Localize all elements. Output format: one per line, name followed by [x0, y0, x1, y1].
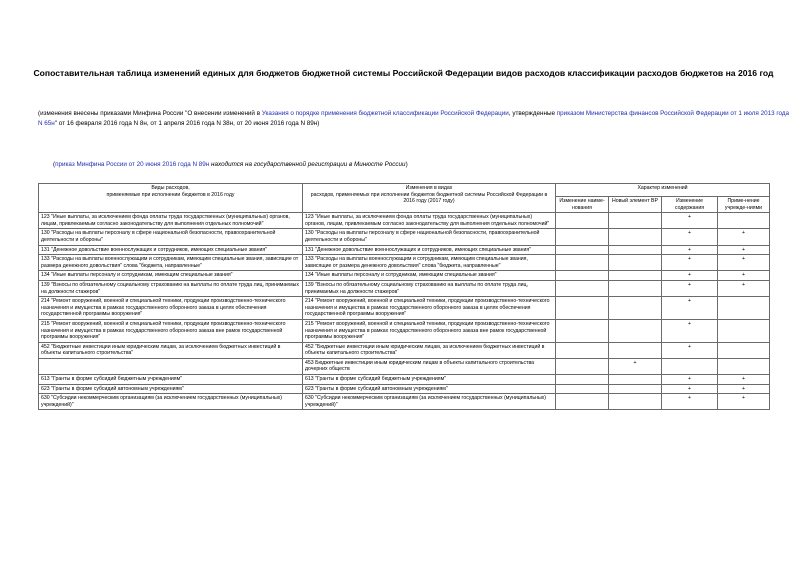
new-element-mark: [609, 375, 662, 385]
content-change-mark: +: [662, 384, 718, 394]
institution-use-mark: +: [718, 229, 770, 245]
new-element-mark: [609, 394, 662, 410]
content-change-mark: +: [662, 245, 718, 255]
table-row: [39, 213, 770, 229]
header-old-types: Виды расходов, применяемые при исполнении бюджетов в 2016 году: [39, 184, 303, 213]
content-change-mark: +: [662, 319, 718, 342]
old-type-cell: [39, 358, 303, 374]
name-change-mark: [556, 213, 609, 229]
content-change-mark: +: [662, 297, 718, 320]
name-change-mark: [556, 255, 609, 271]
header-change-character: Характер изменений: [556, 184, 770, 197]
old-type-cell: 134 "Иные выплаты персоналу и сотрудникам, имеющим специальные звания": [39, 271, 303, 281]
old-type-cell: 215 "Ремонт вооружений, военной и специальной техники, продукции производственно-технического назначения и имущества в рамках государственного оборонного заказа вне рамок государственной программы вооружения": [39, 319, 303, 342]
new-type-cell: 130 "Расходы на выплаты персоналу в сфере национальной безопасности, правоохранительной деятельности и обороны": [303, 229, 556, 245]
content-change-mark: +: [662, 342, 718, 358]
registration-note-open: (: [53, 161, 56, 168]
institution-use-mark: [718, 297, 770, 320]
new-type-cell: 630 "Субсидии некоммерческим организациям (за исключением государственных (муниципальных) учреждений)": [303, 394, 556, 410]
registration-note-text: находится на государственной регистрации в Минюсте России: [209, 161, 406, 168]
name-change-mark: [556, 319, 609, 342]
changes-note-suffix: " от 16 февраля 2016 года N 8н, от 1 апреля 2016 года N 38н, от 20 июня 2016 года N 89н): [54, 120, 320, 127]
new-element-mark: [609, 280, 662, 296]
table-row: [39, 358, 770, 374]
new-type-cell: 123 "Иные выплаты, за исключением фонда оплаты труда государственных (муниципальных) органов, лицам, привлекаемым согласно законодательству для выполнения отдельных полномочий": [303, 213, 556, 229]
table-row: [39, 297, 770, 320]
name-change-mark: [556, 271, 609, 281]
header-name-change: Изменение наиме-нования: [556, 197, 609, 213]
header-institution-use: Приме-нение учрежде-ниями: [718, 197, 770, 213]
name-change-mark: [556, 342, 609, 358]
table-row: [39, 342, 770, 358]
new-element-mark: [609, 245, 662, 255]
old-type-cell: 214 "Ремонт вооружений, военной и специальной техники, продукции производственно-технического назначения и имущества в рамках государственного оборонного заказа в целях обеспечения государственной программы вооружения": [39, 297, 303, 320]
name-change-mark: [556, 394, 609, 410]
old-type-cell: 123 "Иные выплаты, за исключением фонда оплаты труда государственных (муниципальных) органов, лицам, привлекаемым согласно законодательству для выполнения отдельных полномочий": [39, 213, 303, 229]
registration-note-close: ): [405, 161, 408, 168]
table-row: [39, 245, 770, 255]
new-element-mark: [609, 342, 662, 358]
institution-use-mark: [718, 342, 770, 358]
new-element-mark: [609, 319, 662, 342]
content-change-mark: +: [662, 280, 718, 296]
header-new-element: Новый элемент ВР: [609, 197, 662, 213]
new-type-cell: 613 "Гранты в форме субсидий бюджетным учреждениям": [303, 375, 556, 385]
header-changes: Изменения в видах расходов, применяемых при исполнении бюджетов бюджетной системы Российской Федерации в 2016 году (2017 году): [303, 184, 556, 213]
registration-order-link[interactable]: приказ Минфина России от 20 июня 2016 года N 89н: [55, 161, 210, 168]
table-row: [39, 384, 770, 394]
content-change-mark: +: [662, 394, 718, 410]
changes-note-middle: , утвержденные: [508, 110, 557, 117]
content-change-mark: +: [662, 213, 718, 229]
order-link[interactable]: приказом Министерства финансов Российской Федерации от 1 июля 2013 года N 65н: [38, 110, 790, 127]
table-row: [39, 375, 770, 385]
content-change-mark: +: [662, 229, 718, 245]
old-type-cell: 630 "Субсидии некоммерческим организациям (за исключением государственных (муниципальных) учреждений)": [39, 394, 303, 410]
institution-use-mark: +: [718, 271, 770, 281]
new-element-mark: +: [609, 358, 662, 374]
comparison-table: [38, 183, 770, 410]
new-element-mark: [609, 229, 662, 245]
changes-note-prefix: (изменения внесены приказами Минфина России "О внесении изменений в: [38, 110, 262, 117]
document-title: Сопоставительная таблица изменений единых для бюджетов бюджетной системы Российской Федерации видов расходов классификации расходов бюджетов на 2016 год: [33, 68, 774, 78]
table-row: [39, 229, 770, 245]
table-row: [39, 271, 770, 281]
content-change-mark: +: [662, 375, 718, 385]
old-type-cell: 130 "Расходы на выплаты персоналу в сфере национальной безопасности, правоохранительной деятельности и обороны": [39, 229, 303, 245]
institution-use-mark: [718, 213, 770, 229]
registration-note: [53, 160, 753, 169]
new-type-cell: 131 "Денежное довольствие военнослужащих и сотрудников, имеющих специальные звания": [303, 245, 556, 255]
table-row: [39, 319, 770, 342]
institution-use-mark: [718, 358, 770, 374]
institution-use-mark: +: [718, 394, 770, 410]
new-type-cell: 453 Бюджетные инвестиции иным юридическим лицам в объекты капитального строительства дочерних обществ: [303, 358, 556, 374]
new-element-mark: [609, 271, 662, 281]
content-change-mark: [662, 358, 718, 374]
new-type-cell: 452 "Бюджетные инвестиции иным юридическим лицам, за исключением бюджетных инвестиций в объекты капитального строительства": [303, 342, 556, 358]
institution-use-mark: +: [718, 280, 770, 296]
name-change-mark: [556, 229, 609, 245]
changes-note: [38, 109, 790, 129]
new-element-mark: [609, 213, 662, 229]
institution-use-mark: [718, 319, 770, 342]
old-type-cell: 452 "Бюджетные инвестиции иным юридическим лицам, за исключением бюджетных инвестиций в объекты капитального строительства": [39, 342, 303, 358]
institution-use-mark: +: [718, 255, 770, 271]
new-type-cell: 139 "Взносы по обязательному социальному страхованию на выплаты по оплате труда лиц, принимаемых на должности стажеров": [303, 280, 556, 296]
table-row: [39, 280, 770, 296]
new-type-cell: 133 "Расходы на выплаты военнослужащим и сотрудникам, имеющим специальные звания, зависящие от размера денежного довольствия" слова "бюджета, направленные": [303, 255, 556, 271]
table-body: [39, 213, 770, 410]
content-change-mark: +: [662, 271, 718, 281]
name-change-mark: [556, 358, 609, 374]
old-type-cell: 139 "Взносы по обязательному социальному страхованию на выплаты по оплате труда лиц, принимаемых на должности стажеров": [39, 280, 303, 296]
old-type-cell: 131 "Денежное довольствие военнослужащих и сотрудников, имеющих специальные звания": [39, 245, 303, 255]
content-change-mark: +: [662, 255, 718, 271]
name-change-mark: [556, 245, 609, 255]
table-row: [39, 394, 770, 410]
instructions-link[interactable]: Указания о порядке применения бюджетной классификации Российской Федерации: [261, 110, 509, 117]
new-element-mark: [609, 297, 662, 320]
old-type-cell: 623 "Гранты в форме субсидий автономным учреждениям": [39, 384, 303, 394]
new-type-cell: 623 "Гранты в форме субсидий автономным учреждениям": [303, 384, 556, 394]
header-content-change: Изменение содержания: [662, 197, 718, 213]
table-row: [39, 255, 770, 271]
old-type-cell: 613 "Гранты в форме субсидий бюджетным учреждениям": [39, 375, 303, 385]
name-change-mark: [556, 384, 609, 394]
new-type-cell: 134 "Иные выплаты персоналу и сотрудникам, имеющим специальные звания": [303, 271, 556, 281]
institution-use-mark: +: [718, 245, 770, 255]
institution-use-mark: +: [718, 375, 770, 385]
new-type-cell: 214 "Ремонт вооружений, военной и специальной техники, продукции производственно-технического назначения и имущества в рамках государственного оборонного заказа в целях обеспечения государственной программы вооружения": [303, 297, 556, 320]
new-type-cell: 215 "Ремонт вооружений, военной и специальной техники, продукции производственно-технического назначения и имущества в рамках государственного оборонного заказа вне рамок государственной программы вооружения": [303, 319, 556, 342]
name-change-mark: [556, 297, 609, 320]
institution-use-mark: +: [718, 384, 770, 394]
new-element-mark: [609, 384, 662, 394]
new-element-mark: [609, 255, 662, 271]
name-change-mark: [556, 280, 609, 296]
name-change-mark: [556, 375, 609, 385]
old-type-cell: 133 "Расходы на выплаты военнослужащим и сотрудникам, имеющим специальные звания, зависящие от размера денежного довольствия" слова "бюджета, направленные": [39, 255, 303, 271]
